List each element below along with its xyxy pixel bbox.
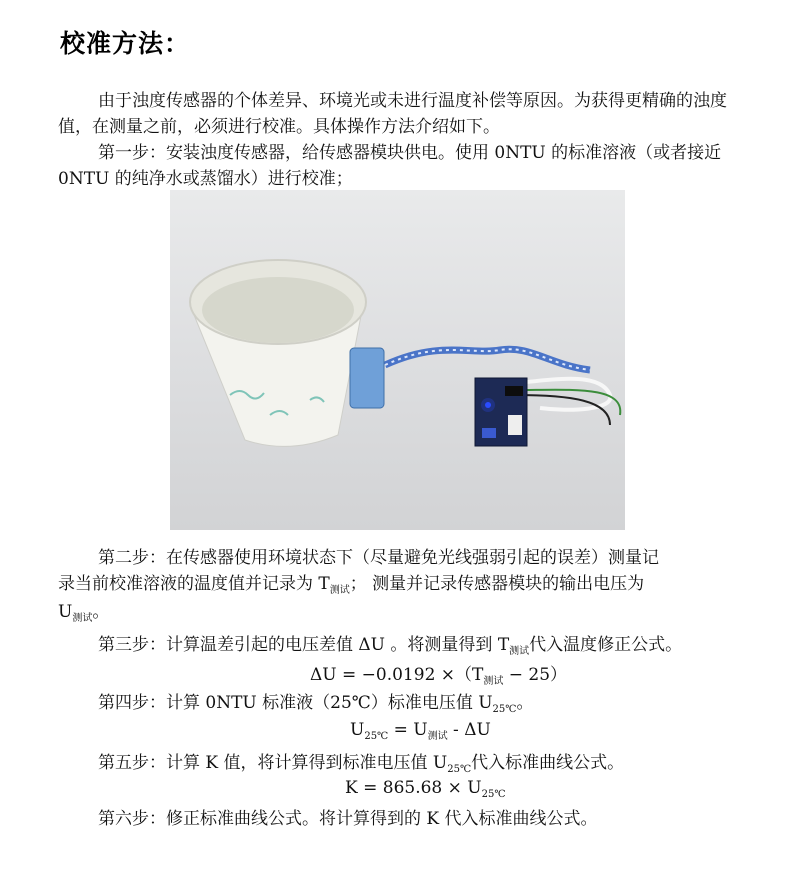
step5-text-b: 代入标准曲线公式。 xyxy=(471,753,625,773)
step3-formula xyxy=(310,660,567,687)
step5-formula xyxy=(345,778,506,800)
step3-text-b: 代入温度修正公式。 xyxy=(529,635,683,655)
formula-part: = U xyxy=(388,720,428,740)
step4-text-b: 。 xyxy=(516,693,534,713)
step4-formula xyxy=(350,720,491,742)
subscript-25c: 25℃ xyxy=(364,731,389,742)
sensor-setup-illustration xyxy=(170,190,625,530)
formula-part: K = 865.68 × U xyxy=(345,778,482,798)
subscript-25c: 25℃ xyxy=(492,704,517,715)
intro-paragraph: 由于浊度传感器的个体差异、环境光或未进行温度补偿等原因。为获得更精确的浊度值，在测量之前，必须进行校准。具体操作方法介绍如下。 xyxy=(58,91,727,137)
step3-text-a: 第三步：计算温差引起的电压差值 ΔU 。将测量得到 T xyxy=(98,635,510,655)
step2-line3 xyxy=(58,599,109,632)
subscript-test: 测试 xyxy=(483,676,504,687)
step4-text xyxy=(98,690,533,723)
step1-paragraph: 第一步：安装浊度传感器，给传感器模块供电。使用 0NTU 的标准溶液（或者接近 0NTU 的纯净水或蒸馏水）进行校准； xyxy=(58,143,722,189)
step4-text-a: 第四步：计算 0NTU 标准液（25℃）标准电压值 U xyxy=(98,693,493,713)
formula-part: ΔU = −0.0192 ×（T xyxy=(310,665,484,685)
step2-line3-end: 。 xyxy=(92,602,110,622)
page-title: 校准方法： xyxy=(60,29,191,58)
sensor-setup-photo xyxy=(170,190,625,530)
step2-line2-text-b: ； 测量并记录传感器模块的输出电压为 xyxy=(349,574,645,594)
subscript-25c: 25℃ xyxy=(481,789,506,800)
subscript-25c: 25℃ xyxy=(447,764,472,775)
step5-text-a: 第五步：计算 K 值，将计算得到标准电压值 U xyxy=(98,753,448,773)
formula-part: U xyxy=(350,720,365,740)
u-symbol: U xyxy=(58,602,73,622)
subscript-test: 测试 xyxy=(329,585,350,596)
formula-part: − 25） xyxy=(503,665,568,685)
turbidity-probe xyxy=(350,348,384,408)
step2-line1: 第二步：在传感器使用环境状态下（尽量避免光线强弱引起的误差）测量记 xyxy=(98,548,659,568)
formula-part: - ΔU xyxy=(447,720,491,740)
subscript-test: 测试 xyxy=(72,613,93,624)
blue-cable xyxy=(385,349,590,370)
step2-line2 xyxy=(58,571,644,604)
subscript-test: 测试 xyxy=(509,646,530,657)
subscript-test: 测试 xyxy=(427,731,448,742)
step6-text: 第六步：修正标准曲线公式。将计算得到的 K 代入标准曲线公式。 xyxy=(98,809,598,829)
step2-line2-text: 录当前校准溶液的温度值并记录为 T xyxy=(58,574,330,594)
